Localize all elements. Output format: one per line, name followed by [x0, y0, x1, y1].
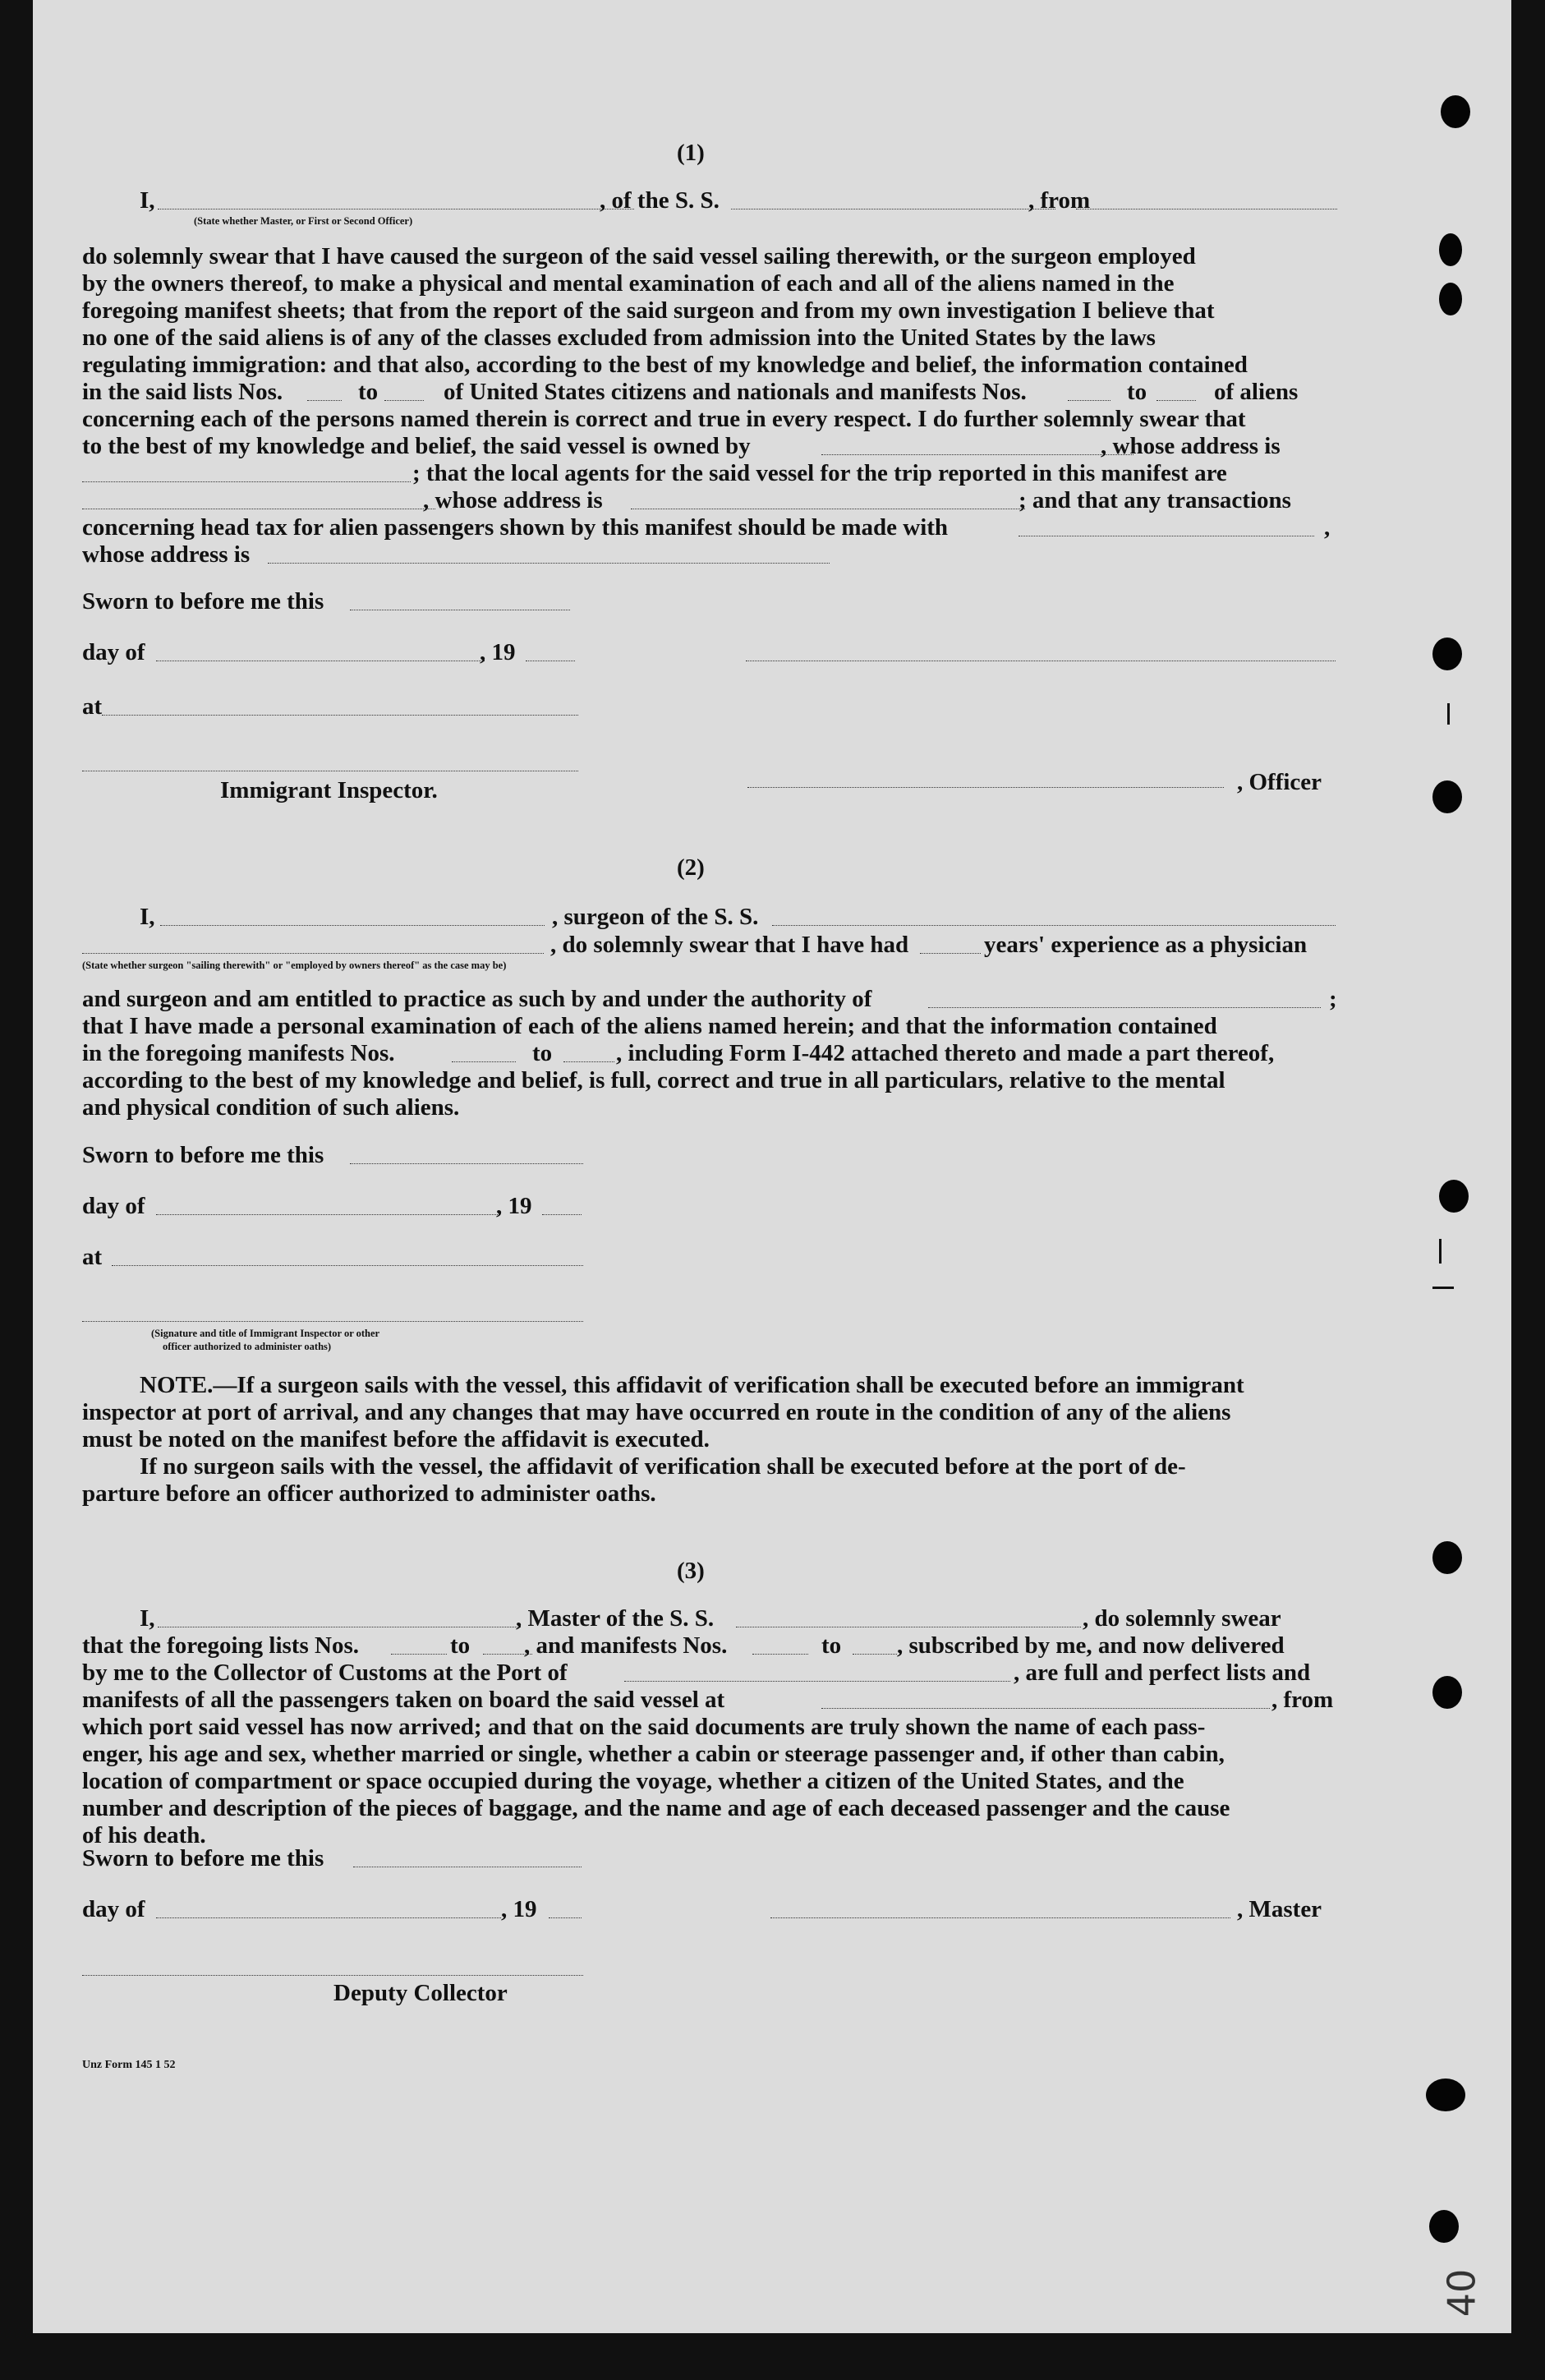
boarding-port-field[interactable]: [821, 1708, 1270, 1709]
note-line-1: NOTE.—If a surgeon sails with the vessel, this affidavit of verification shall be executed before an immigrant: [140, 1372, 1244, 1398]
s3-year-field[interactable]: [549, 1917, 582, 1918]
immigrant-inspector-label: Immigrant Inspector.: [220, 777, 438, 803]
tick-mark: [1439, 1239, 1442, 1264]
s3-manifests-label: , and manifests Nos.: [524, 1632, 728, 1659]
section-2-number: (2): [677, 854, 705, 881]
manifests-from-field[interactable]: [1068, 400, 1110, 401]
binder-hole-icon: [1439, 283, 1462, 315]
s3-line-4: which port said vessel has now arrived; and that on the said documents are truly shown the name of each pass-: [82, 1714, 1206, 1740]
binder-hole-icon: [1439, 233, 1462, 266]
s1-line-3: foregoing manifest sheets; that from the report of the said surgeon and from my own investigation I believe that: [82, 297, 1215, 324]
tick-mark: [1432, 1287, 1454, 1289]
s2-manifests-to-label: to: [532, 1040, 553, 1066]
subscribed-label: , subscribed by me, and now delivered: [897, 1632, 1285, 1659]
s3-day-field[interactable]: [156, 1917, 501, 1918]
transactions-label: ; and that any transactions: [1019, 487, 1291, 513]
full-perfect-label: , are full and perfect lists and: [1014, 1660, 1311, 1686]
note-line-5: parture before an officer authorized to administer oaths.: [82, 1480, 656, 1507]
s1-line-4: no one of the said aliens is of any of the classes excluded from admission into the United States by the laws: [82, 325, 1156, 351]
s3-day-of-label: day of: [82, 1896, 145, 1922]
s2-year-field[interactable]: [542, 1214, 582, 1215]
s2-manifests-to-field[interactable]: [563, 1061, 614, 1062]
s1-line-2: by the owners thereof, to make a physical and mental examination of each and all of the aliens named in the: [82, 270, 1175, 297]
surgeon-type-note: (State whether surgeon "sailing therewith" or "employed by owners thereof" as the case may be): [82, 960, 507, 971]
section-3-i-label: I,: [140, 1605, 155, 1632]
binder-hole-icon: [1441, 95, 1470, 128]
s1-at-field[interactable]: [102, 715, 578, 716]
s3-lists-label: that the foregoing lists Nos.: [82, 1632, 359, 1659]
s3-lists-to-label: to: [450, 1632, 471, 1659]
section-3-number: (3): [677, 1558, 705, 1584]
s3-swear-label: , do solemnly swear: [1083, 1605, 1281, 1632]
owner-address-label: , whose address is: [1101, 433, 1281, 459]
whose-address-label: whose address is: [82, 541, 251, 568]
of-the-ss-label: , of the S. S.: [600, 187, 720, 214]
s1-line-9: ; that the local agents for the said vessel for the trip reported in this manifest are: [412, 460, 1227, 486]
swear-had-label: , do solemnly swear that I have had: [550, 932, 909, 958]
s3-manifests-from-field[interactable]: [752, 1654, 808, 1655]
s2-day-of-label: day of: [82, 1193, 145, 1219]
sig-note-1: (Signature and title of Immigrant Inspector or other: [151, 1328, 380, 1339]
s1-line-7: concerning each of the persons named therein is correct and true in every respect. I do further solemnly swear that: [82, 406, 1246, 432]
note-line-3: must be noted on the manifest before the affidavit is executed.: [82, 1426, 710, 1452]
s2-at-field[interactable]: [112, 1265, 583, 1266]
s2-line-5: and physical condition of such aliens.: [82, 1094, 460, 1121]
surgeon-type-field[interactable]: [82, 953, 544, 954]
lists-nos-label: in the said lists Nos.: [82, 379, 283, 405]
s2-manifests-label: in the foregoing manifests Nos.: [82, 1040, 395, 1066]
from-label: , from: [1028, 187, 1091, 214]
citizens-manifests-label: of United States citizens and nationals and manifests Nos.: [444, 379, 1027, 405]
s3-line-5: enger, his age and sex, whether married or single, whether a cabin or steerage passenger and, if other than cabin,: [82, 1741, 1225, 1767]
owner-address-field[interactable]: [82, 481, 411, 482]
s3-line-6: location of compartment or space occupied during the voyage, whether a citizen of the United States, and the: [82, 1768, 1184, 1794]
form-id: Unz Form 145 1 52: [82, 2059, 176, 2071]
s3-manifests-to-field[interactable]: [853, 1654, 897, 1655]
s3-lists-from-field[interactable]: [391, 1654, 447, 1655]
s1-officer-field[interactable]: [747, 787, 1224, 788]
form-sheet: [33, 0, 1511, 2333]
s3-from-label: , from: [1271, 1687, 1334, 1713]
s1-at-label: at: [82, 693, 103, 720]
binder-hole-icon: [1426, 2078, 1465, 2111]
surgeon-name-field[interactable]: [160, 925, 545, 926]
s3-year-label: , 19: [501, 1896, 537, 1922]
authority-semicolon: ;: [1329, 986, 1337, 1012]
agents-address-label: , whose address is: [423, 487, 603, 513]
binder-hole-icon: [1432, 1676, 1462, 1709]
binder-hole-icon: [1439, 1180, 1469, 1213]
section-1-i-label: I,: [140, 187, 155, 214]
owner-field[interactable]: [821, 454, 1133, 455]
s2-line-4: according to the best of my knowledge and belief, is full, correct and true in all particulars, relative to the mental: [82, 1067, 1225, 1093]
binder-hole-icon: [1432, 638, 1462, 670]
s2-inspector-signature-field[interactable]: [82, 1321, 583, 1322]
s3-line-8: of his death.: [82, 1822, 206, 1848]
margin-handwriting: 40: [1439, 2268, 1484, 2318]
form-i442-label: , including Form I-442 attached thereto and made a part thereof,: [616, 1040, 1275, 1066]
s3-manifests-to-label: to: [821, 1632, 842, 1659]
s2-at-label: at: [82, 1244, 103, 1270]
s3-line-7: number and description of the pieces of baggage, and the name and age of each deceased passenger and the cause: [82, 1795, 1230, 1821]
years-experience-field[interactable]: [920, 953, 981, 954]
authority-label: and surgeon and am entitled to practice as such by and under the authority of: [82, 986, 872, 1012]
owned-by-label: to the best of my knowledge and belief, the said vessel is owned by: [82, 433, 751, 459]
master-label: , Master: [1237, 1896, 1322, 1922]
section-2-i-label: I,: [140, 904, 155, 930]
binder-hole-icon: [1432, 1541, 1462, 1574]
s2-vessel-field[interactable]: [772, 925, 1336, 926]
head-tax-label: concerning head tax for alien passengers shown by this manifest should be made with: [82, 514, 949, 541]
s1-day-of-label: day of: [82, 639, 145, 665]
binder-hole-icon: [1432, 780, 1462, 813]
s3-sworn-label: Sworn to before me this: [82, 1845, 324, 1871]
officer-rank-note: (State whether Master, or First or Second Officer): [194, 215, 413, 227]
s1-sworn-label: Sworn to before me this: [82, 588, 324, 615]
lists-to-label: to: [358, 379, 379, 405]
years-experience-label: years' experience as a physician: [984, 932, 1308, 958]
deputy-collector-label: Deputy Collector: [333, 1980, 508, 2006]
s2-manifests-from-field[interactable]: [452, 1061, 516, 1062]
s1-line-5: regulating immigration: and that also, according to the best of my knowledge and belief, the information contained: [82, 352, 1248, 378]
master-of-label: , Master of the S. S.: [516, 1605, 715, 1632]
lists-to-field[interactable]: [384, 400, 424, 401]
of-aliens-label: of aliens: [1214, 379, 1299, 405]
port-of-label: by me to the Collector of Customs at the Port of: [82, 1660, 568, 1686]
s1-line-1: do solemnly swear that I have caused the surgeon of the said vessel sailing therewith, or the surgeon employed: [82, 243, 1196, 269]
surgeon-of-label: , surgeon of the S. S.: [552, 904, 759, 930]
lists-from-field[interactable]: [307, 400, 342, 401]
port-field[interactable]: [624, 1681, 1010, 1682]
master-signature-field[interactable]: [770, 1917, 1230, 1918]
manifests-to-field[interactable]: [1156, 400, 1196, 401]
deputy-collector-signature-field[interactable]: [82, 1975, 583, 1976]
s2-sworn-field[interactable]: [350, 1163, 583, 1164]
note-line-2: inspector at port of arrival, and any changes that may have occurred en route in the condition of any of the aliens: [82, 1399, 1231, 1425]
tick-mark: [1447, 703, 1450, 725]
binder-hole-icon: [1429, 2210, 1459, 2243]
s2-sworn-label: Sworn to before me this: [82, 1142, 324, 1168]
officer-label: , Officer: [1237, 769, 1322, 795]
s1-year-label: , 19: [480, 639, 516, 665]
s2-day-field[interactable]: [156, 1214, 499, 1215]
authority-field[interactable]: [928, 1007, 1321, 1008]
s2-line-2: that I have made a personal examination of each of the aliens named herein; and that the information contained: [82, 1013, 1217, 1039]
manifests-to-label: to: [1127, 379, 1147, 405]
taken-aboard-label: manifests of all the passengers taken on board the said vessel at: [82, 1687, 725, 1713]
note-line-4: If no surgeon sails with the vessel, the affidavit of verification shall be executed before at the port of de-: [140, 1453, 1186, 1480]
section-1-number: (1): [677, 140, 705, 166]
head-tax-comma: ,: [1324, 514, 1331, 541]
s2-year-label: , 19: [496, 1193, 532, 1219]
head-tax-address-field[interactable]: [268, 563, 830, 564]
sig-note-2: officer authorized to administer oaths): [163, 1341, 332, 1352]
